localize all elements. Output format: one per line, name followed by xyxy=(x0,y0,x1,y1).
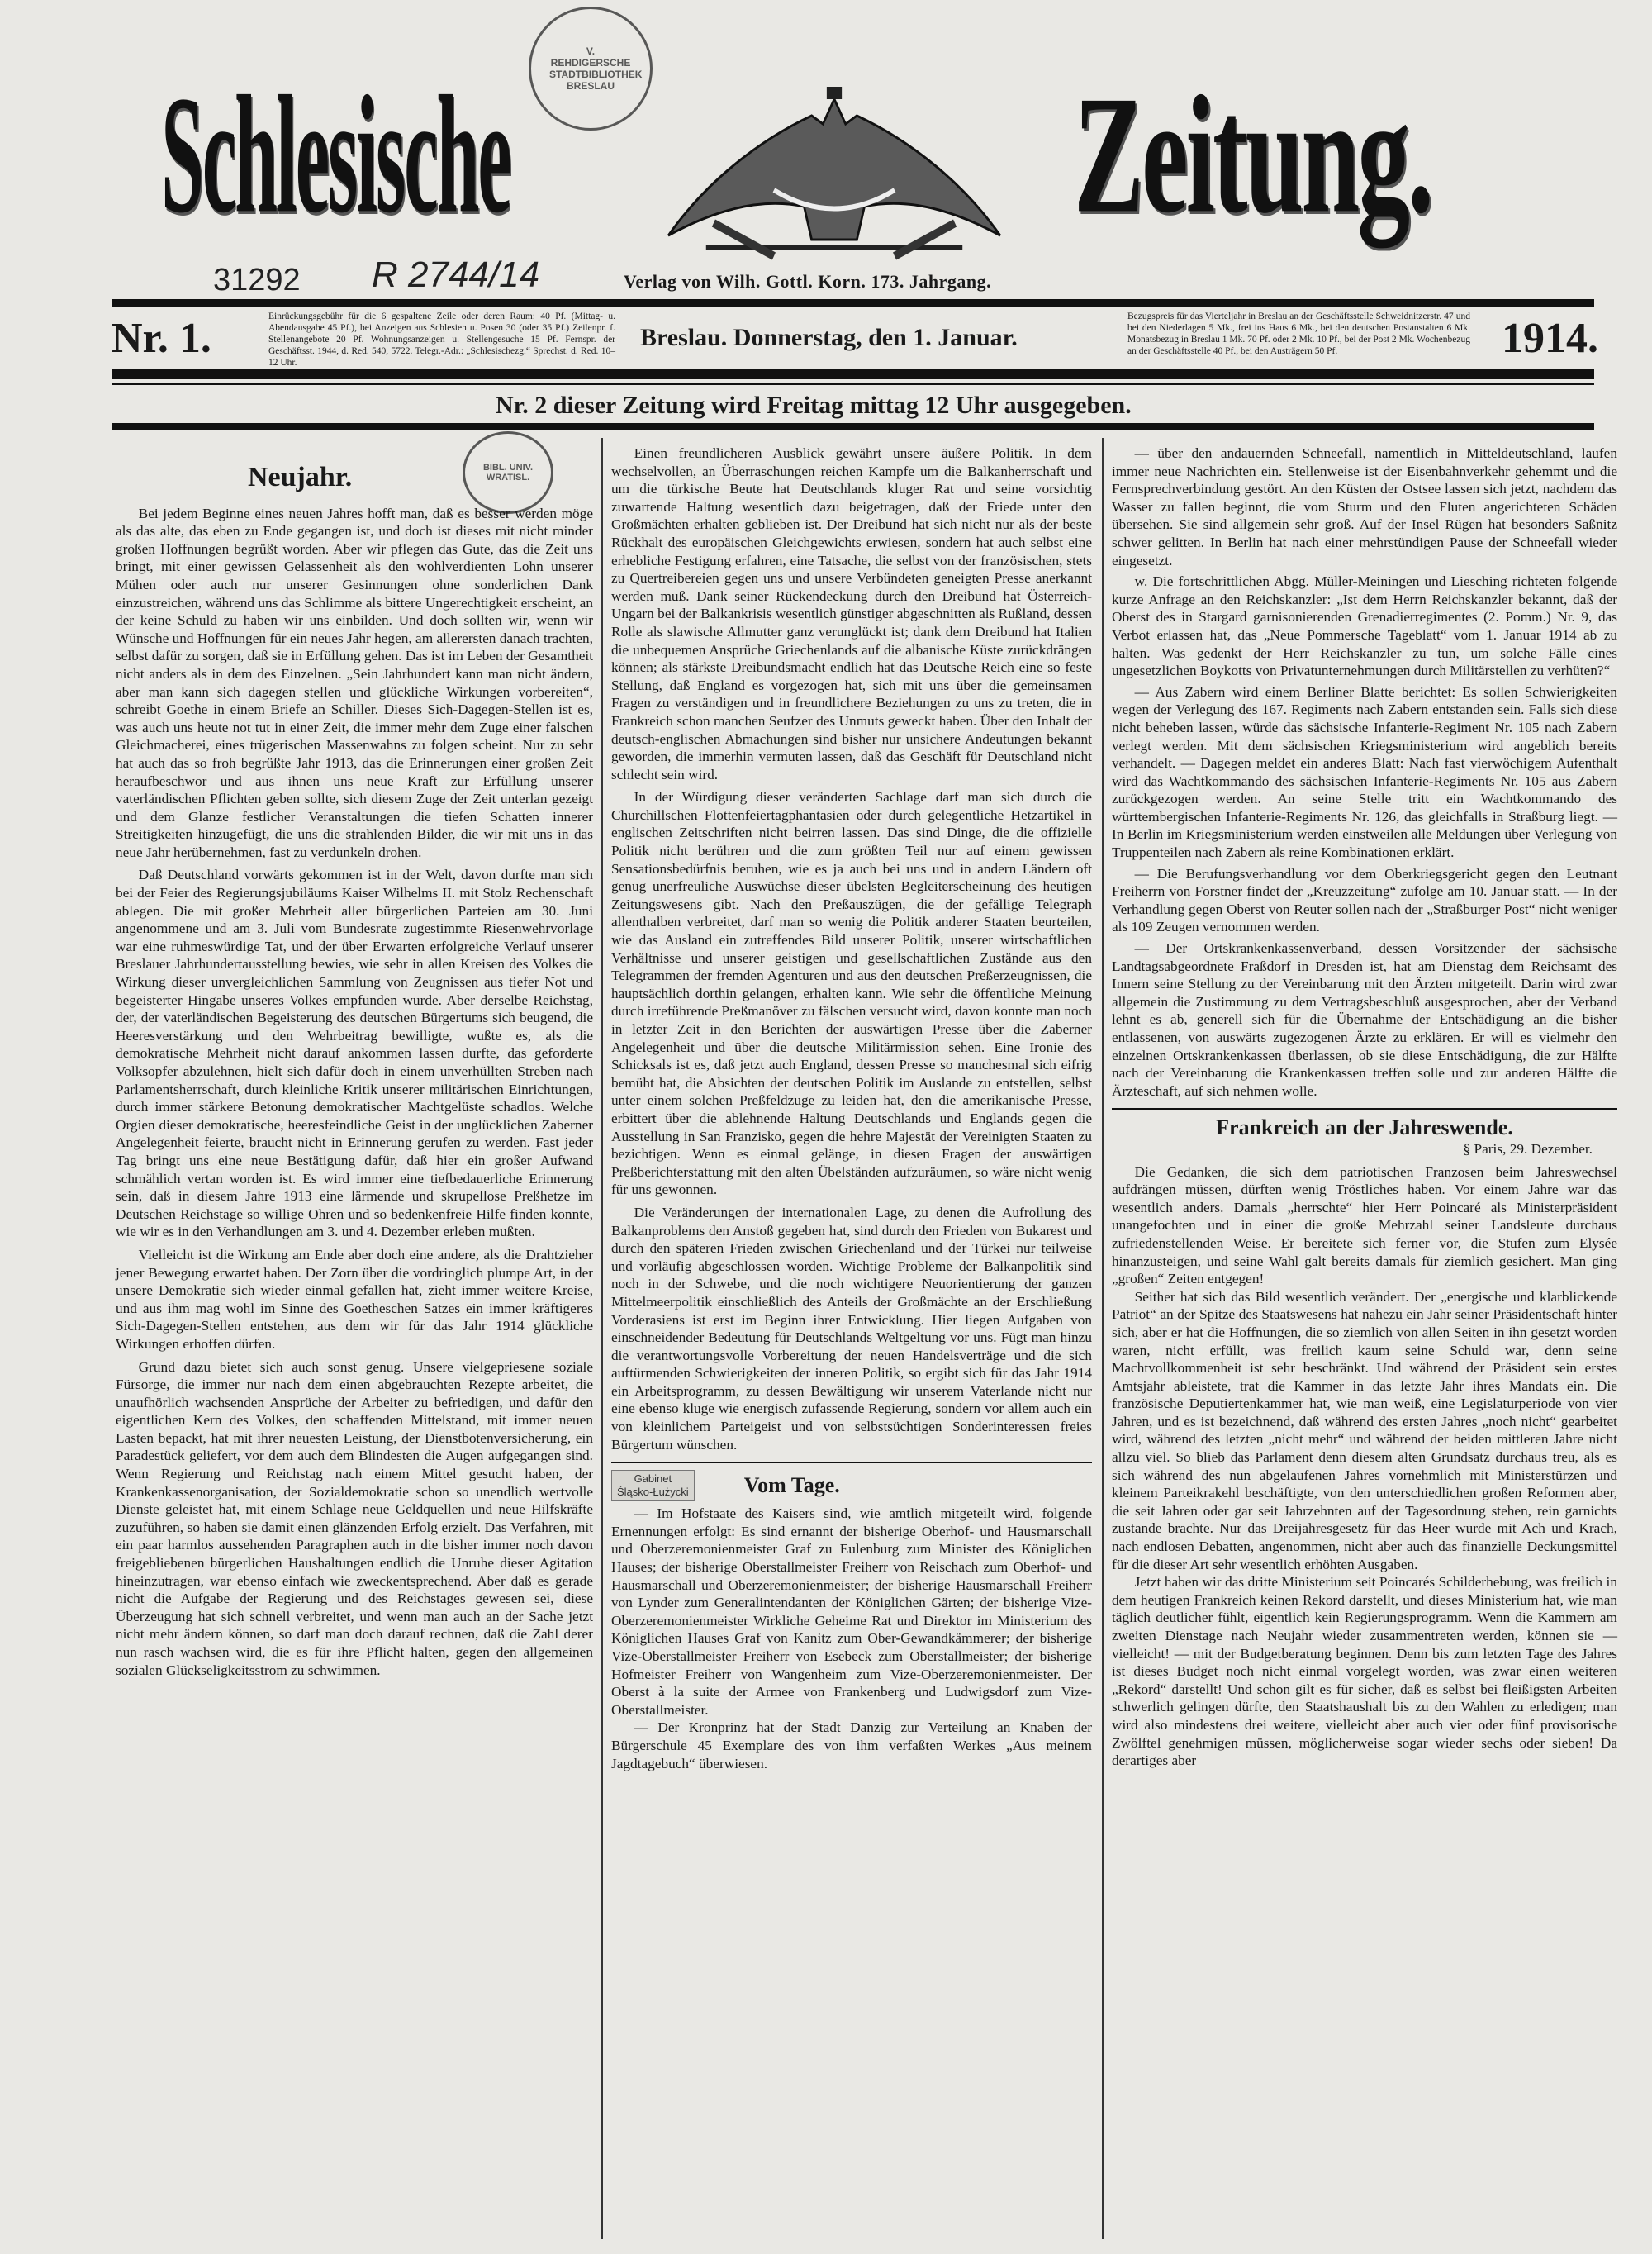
vom-tage-header xyxy=(611,1470,1092,1501)
eagle-emblem-icon xyxy=(661,83,1008,260)
cabinet-label-line1: Gabinet xyxy=(634,1472,672,1486)
issue-year: 1914. xyxy=(1502,315,1598,362)
paragraph: Die Gedanken, die sich dem patriotischen Franzosen beim Jahreswechsel aufdrängen müssen, dürften wenig Tröstliches haben. Vor einem Jahre war das wesentlich anders. Damals „herrschte“ hier Herr Poincaré als Ministerpräsident unangefochten und in einer die große Mehrzahl seiner Landsleute durchaus zufriedenstellenden Weise. Er bereitete sich ferner vor, die Stufen zum Elysée hinanzusteigen, und seine Wahl galt bereits damals für ziemlich gesichert. Man ging „großen“ Zeiten entgegen! xyxy=(1112,1163,1617,1287)
news-item: — Der Kronprinz hat der Stadt Danzig zur Verteilung an Knaben der Bürgerschule 45 Exemplare des von ihm verfaßten Werkes „Aus meinem Jagdtagebuch“ überwiesen. xyxy=(611,1719,1092,1771)
paragraph: Jetzt haben wir das dritte Ministerium seit Poincarés Schilderhebung, was freilich in dem heutigen Frankreich keinen Rekord darstellt, und dieses Ministerium hat, wie man täglich deutlicher fühlt, eigentlich kein Regierungsprogramm. Wenn die Kammern am zweiten Dienstage nach Neujahr wieder zusammentreten werden, können sie — vielleicht! — mit der Budgetberatung beginnen. Denn bis zum letzten Tage des Jahres ist dieses Budget noch nicht einmal vorgelegt worden, was zwar einen weiteren „Rekord“ darstellt! Und schon gilt es für sicher, daß es selbst bei fleißigsten Arbeiten schwerlich gelingen dürfte, den Staatshaushalt bis zu den Wahlen zu erledigen; man wird also mindestens drei weitere, vielleicht aber auch vier oder fünf provisorische Zwölftel genehmigen müssen, möglicherweise sogar wieder sechs oder sieben! Da derartiges aber xyxy=(1112,1574,1617,1769)
library-stamp-text: V. REHDIGERSCHE STADTBIBLIOTHEK BRESLAU xyxy=(549,45,643,92)
section-rule xyxy=(1112,1108,1617,1110)
news-item: — Der Ortskrankenkassenverband, dessen Vorsitzender der sächsische Landtagsabgeordnete Fraßdorf in Dresden ist, hat am Dienstag dem Reichsamt des Innern seine Stellung zu der Vereinbarung mit den Ärzten mitgeteilt. Darin wird zwar allgemein die Zustimmung zu dem Vertragsbeschluß ausgesprochen, aber der Verband lehnt es ab, generell sich für die Übernahme der Entschädigung an die bisher entlassenen, von auswärts zugezogenen Ärzte zu erklären. Er will es vielmehr den einzelnen Ortskrankenkassen überlassen, ob sie diese Entschädigung, die zur Hälfte nach der Vereinbarung die Krankenkassen treffen solle und zur anderen Hälfte die Ärzteschaft, auf sich nehmen wolle. xyxy=(1112,940,1617,1099)
header-double-rule-thin xyxy=(112,383,1594,385)
announcement-rule xyxy=(112,423,1594,430)
paragraph: Grund dazu bietet sich auch sonst genug. Unsere vielgepriesene soziale Fürsorge, die immer nur nach dem einen abgebrauchten Rezepte arbeitet, die unaufhörlich wachsenden Ansprüche der Arbeiter zu befriedigen, und dafür den eigentlichen Kern des Volkes, den schaffenden Mittelstand, mit immer neuen Lasten bepackt, hat mit ihrer neuesten Leistung, der Dienstbotenversicherung, ein Paradestück geliefert, vor dem auch dem Blindesten die Augen aufgegangen sind. Wenn Regierung und Reichstag nach einem Mittel gesucht haben, der Krankenkassenorganisation, der Sozialdemokratie schon so unendlich wertvolle Dienste geleistet hat, mit einem Schlage neue Geldquellen und neue Hilfskräfte zuzuführen, so haben sie damit einen glänzenden Erfolg erzielt. Das Verfahren, mit ein paar harmlos aussehenden Paragraphen auch in die bisher immer noch davon freigebliebenen bürgerlichen Haushaltungen endlich die Unruhe dieser Agitation hineinzutragen, war ebenso einfach wie zweckentsprechend. Aber daß es gerade nicht die Aufgabe der Regierung und des Reichstages gewesen sei, diese Überzeugung hat sich schnell verbreitet, und wenn man auch an der Sache jetzt nicht mehr ändern können, so darf man doch darauf rechnen, daß die Zahl derer nun rasch wachsen wird, die es für ihre Pflicht halten, gegen den allgemeinen sozialen Glückseligkeitsstrom zu schwimmen. xyxy=(116,1358,593,1678)
library-stamp xyxy=(529,7,653,131)
header-rule xyxy=(112,299,1594,307)
column-divider xyxy=(601,438,603,2239)
cabinet-label-line2: Śląsko-Łużycki xyxy=(617,1486,689,1499)
ad-rates: Einrückungsgebühr für die 6 gespaltene Zeile oder deren Raum: 40 Pf. (Mittag- u. Abendausgabe 45 Pf.), bei Anzeigen aus Schlesien u. Posen 30 (oder 35 Pf.) Zeilenpr. f. Stellenangebote 20 Pf. Wohnungsanzeigen u. Stellengesuche 15 Pf. Fernspr. der Geschäftsst. 1944, d. Red. 540, 5722. Telegr.-Adr.: „Schlesischezg.“ Sprechst. d. Red. 10–12 Uhr. xyxy=(268,311,615,368)
article-title-frankreich: Frankreich an der Jahreswende. xyxy=(1216,1115,1513,1140)
masthead-title-right: Zeitung. xyxy=(1074,61,1431,248)
column-divider xyxy=(1102,438,1104,2239)
publisher-line: Verlag von Wilh. Gottl. Korn. 173. Jahrgang. xyxy=(624,271,992,292)
news-item: — Im Hofstaate des Kaisers sind, wie amtlich mitgeteilt wird, folgende Ernennungen erfolgt: Es sind ernannt der bisherige Oberhof- und Hausmarschall und Oberzeremonienmeister Graf zu Eulenburg zum Minister des Königlichen Hauses; der bisherige Oberstallmeister Freiherr von Reischach zum Oberhof- und Hausmarschall und Oberzeremonienmeister; der bisherige Hausmarschall Freiherr von Lynder zum Generalintendanten der Königlichen Gärten; der bisherige Vize-Oberzeremonienmeister Wirkliche Geheime Rat und Direktor im Ministerium des Königlichen Hauses Graf von Kanitz zum Ober-Gewandkämmerer; der bisherige Vize-Oberstallmeister Freiherr von Esebeck zum Oberstallmeister; der bisherige Hofmeister Freiherr von Wangenheim zum Vize-Oberzeremonienmeister. Der Oberst à la suite der Armee von Frankenberg und Ludwigsdorf zum Vize-Oberstallmeister. xyxy=(611,1505,1092,1718)
section-rule xyxy=(611,1462,1092,1463)
issue-number: Nr. 1. xyxy=(112,315,211,362)
university-stamp-text: BIBL. UNIV. WRATISL. xyxy=(482,463,534,483)
paragraph: Die Veränderungen der internationalen Lage, zu denen die Aufrollung des Balkanproblems den Anstoß gegeben hat, sind durch den Frieden von Bukarest und durch den späteren Frieden zwischen Griechenland und der Türkei nur teilweise und vorläufig abgeschlossen worden. Wichtige Probleme der Balkanpolitik sind noch in der Schwebe, und die noch wichtigere Neuorientierung der ganzen Mittelmeerpolitik einschließlich des Anteils der Großmächte an der Erschließung Vorderasiens ist erst im Beginn ihrer Entwicklung. Hier liegen Aufgaben von einschneidender Bedeutung für Deutschlands Weltgeltung vor uns. Fügt man hinzu die verantwortungsvolle Vorbereitung der neuen Handelsverträge und die sich auftürmenden Schwierigkeiten der inneren Politik, so ergibt sich für das Jahr 1914 ein Arbeitsprogramm, zu dessen Bewältigung wir unserem Vaterlande nicht nur eine ebenso kluge wie energisch zufassende Regierung, sondern vor allem auch ein von kleinlichem Parteigeist und von selbstsüchtigen Sonderinteressen freies Bürgertum wünschen. xyxy=(611,1204,1092,1453)
header-double-rule xyxy=(112,369,1594,379)
column-neujahr xyxy=(116,450,593,1679)
handwritten-number: 31292 xyxy=(213,263,301,297)
news-item: — Aus Zabern wird einem Berliner Blatte berichtet: Es sollen Schwierigkeiten wegen der Verlegung des 167. Regiments nach Zabern entstanden sein. Falls sich diese nicht beheben lassen, würde das sächsische Infanterie-Regiment Nr. 105 nach Zabern verlegt werden. Mit dem sächsischen Kriegsministerium wird angeblich bereits verhandelt. — Dagegen meldet ein anderes Blatt: Nach fast vierwöchigem Aufenthalt wird das Wachtkommando des sächsischen Infanterie-Regiments Nr. 105 aus Zabern zurückgezogen werden. An seine Stelle tritt ein Wachtkommando des württembergischen Infanterie-Regiments Nr. 126, das gleichfalls in Straßburg liegt. — In Berlin im Kriegsministerium werden einstweilen alle Meldungen über Verlegung von Truppenteilen nach Zabern als reine Kombinationen erklärt. xyxy=(1112,683,1617,861)
column-news xyxy=(1112,445,1617,1770)
news-item: — über den andauernden Schneefall, namentlich in Mitteldeutschland, laufen immer neue Nachrichten ein. Stellenweise ist der Eisenbahnverkehr gehemmt und die Fernsprechverbindung gestört. An den Küsten der Ostsee lassen sich jetzt, nachdem das Wasser zu fallen beginnt, die vom Sturm und den Fluten angerichteten Schäden übersehen. Sie sind allgemein sehr groß. Auf der Insel Rügen hat besonders Saßnitz schwer gelitten. In Berlin hat nach einer mehrstündigen Pause der Schneefall wieder eingesetzt. xyxy=(1112,445,1617,568)
news-item: — Die Berufungsverhandlung vor dem Oberkriegsgericht gegen den Leutnant Freiherrn von Forstner findet der „Kreuzzeitung“ zufolge am 10. Januar statt. — In der Verhandlung gegen Oberst von Reuter sollen nach der „Straßburger Post“ nicht weniger als 109 Zeugen vernommen werden. xyxy=(1112,865,1617,935)
section-title-vom-tage: Vom Tage. xyxy=(743,1473,840,1498)
masthead-title-left: Schlesische xyxy=(161,61,510,248)
article-title-neujahr: Neujahr. xyxy=(248,462,353,492)
column-neujahr-continued xyxy=(611,445,1092,1772)
paragraph: Vielleicht ist die Wirkung am Ende aber doch eine andere, als die Drahtzieher jener Bewegung erwartet haben. Der Zorn über die vordringlich plumpe Art, in der unsere Demokratie sich wieder einmal gefallen hat, zieht immer weitere Kreise, und aus ihm mag wohl im Sinne des Goetheschen Satzes ein immer kräftigeres Sich-Dagegen-Stellen entstehen, aus dem wir für das Jahr 1914 glückliche Wirkungen erhoffen dürfen. xyxy=(116,1246,593,1352)
news-item: w. Die fortschrittlichen Abgg. Müller-Meiningen und Liesching richteten folgende kurze Anfrage an den Reichskanzler: „Ist dem Herrn Reichskanzler bekannt, daß der Oberst des in Stargard garnisonierenden Grenadierregimentes (2. Pomm.) Nr. 9, das Verbot erlassen hat, das „Neue Pommersche Tageblatt“ vom 1. Januar 1914 ab zu halten. Was gedenkt der Herr Reichskanzler zu tun, um solche Fälle eines ungesetzlichen Boykotts von Privatunternehmungen durch Militärstellen zu verhüten?“ xyxy=(1112,573,1617,679)
subscription-prices: Bezugspreis für das Vierteljahr in Breslau an der Geschäftsstelle Schweidnitzerstr. 47 und bei den Niederlagen 5 Mk., frei ins Haus 6 Mk., bei den deutschen Postanstalten 6 Mk. Monatsbezug in Breslau 1 Mk. 70 Pf. oder 2 Mk. 10 Pf., bei der Post 2 Mk. Wochenbezug an der Geschäftsstelle 40 Pf., bei den Austrägern 50 Pf. xyxy=(1127,311,1470,356)
paragraph: Seither hat sich das Bild wesentlich verändert. Der „energische und klarblickende Patriot“ an der Spitze des Staatswesens hat nahezu ein Jahr seiner Präsidentschaft hinter sich, aber er hat die Hoffnungen, die so ziemlich von allen Seiten in ihn gesetzt worden waren, nicht erfüllt, was freilich kaum seine Schuld war, denn seine Machtvollkommenheit ist sehr beschränkt. Und während der Präsident sein erstes Amtsjahr ableistete, trat die Kammer in das letzte Jahr ihres Mandats ein. Die französische Deputiertenkammer hat, wie man weiß, eine Legislaturperiode von vier Jahren, und es ist bezeichnend, daß während des ersten Jahres „noch nicht“ gearbeitet wird, während des letzten „nicht mehr“ und während der beiden mittleren Jahre nicht allzu viel. So blieb das Parlament denn diesem alten Grundsatz durchaus treu, als es sich während des nun abgelaufenen Jahres vornehmlich mit Ministerstürzen und kleinem Parteikrakehl beschäftigte, von den unterschiedlichen großen Reformen aber, die seit Jahren oder gar seit Jahrzehnten auf der Tagesordnung stehen, rein garnichts zustande brachte. Nur das Dreijahresgesetz für das Heer wurde mit Ach und Krach, nach endlosen Debatten, angenommen, nicht aber auch das finanzielle Deckungsmittel für die dieser Art sehr wesentlich erhöhten Ausgaben. xyxy=(1112,1288,1617,1572)
handwritten-signature: R 2744/14 xyxy=(372,254,540,295)
paragraph: In der Würdigung dieser veränderten Sachlage darf man sich durch die Churchillschen Flottenfeiertagphantasien oder durch gelegentliche Hetzartikel in englischen Zeitschriften nicht beirren lassen. Das sind Dinge, die die offizielle Politik nicht berühren und die zum größten Teil nur auf einem gewissen Sensationsbedürfnis beruhen, wie es ja auch bei uns und in andern Ländern oft genug unerfreuliche Auswüchse dieser übelsten Begleiterscheinung des heutigen Zeitungswesens gibt. Nach den Preßauszügen, die der gefällige Telegraph allenthalben verbreitet, darf man so wenig die Politik anderer Staaten beurteilen, wie das Ausland ein zutreffendes Bild unserer Politik, unserer wirtschaftlichen Verhältnisse und unserer geistigen und gesellschaftlichen Zustände aus den Telegrammen der fremden Agenturen und aus den deutschen Preßerzeugnissen, die hauptsächlich dorthin gelangen, erhalten kann. Wie sehr die öffentliche Meinung durch irreführende Preßmanöver zu fälschen versucht wird, davon konnte man noch in letzter Zeit in den Berichten der auswärtigen Presse über die Zaberner Angelegenheit und über die deutsche Militärmission sehen. Eine Ironie des Schicksals ist es, daß jetzt auch England, dessen Presse so manchesmal sich eifrig bemüht hat, die Absichten der deutschen Politik im Auslande zu entstellen, selbst unter einem solchen Preßfeldzuge zu leiden hat, den die amerikanische Presse, erbittert über die ablehnende Haltung Deutschlands und Englands gegen die Ausstellung in San Franzisko, gegen die hehre Majestät der Vereinigten Staaten zu bezichtigen. Wenn es einmal gelänge, in diesen Fragen der auswärtigen Preßberichterstattung mit den alten Übelständen aufzuräumen, so wäre nicht wenig für uns gewonnen. xyxy=(611,789,1092,1198)
paragraph: Einen freundlicheren Ausblick gewährt unsere äußere Politik. In dem wechselvollen, an Überraschungen reichen Kampfe um die Balkanherrschaft und um die türkische Beute hat Deutschlands kluger Rat und seine vorsichtig zuwartende Haltung wesentlich dazu beigetragen, daß der Friede unter den Großmächten erhalten geblieben ist. Der Dreibund hat sich nicht nur als der beste Rückhalt des europäischen Gleichgewichts erwiesen, sondern hat auch selbst eine erhebliche Festigung erfahren, eine Tatsache, die selbst von der französischen, stets zu Quertreibereien gegen uns und unsere Verbündeten geneigten Presse anerkannt werden muß. Dank seiner Rückendeckung durch den Dreibund hat Österreich-Ungarn bei der Balkankrisis wesentlich günstiger abgeschnitten als Rußland, dessen Rolle als slawische Allmutter ganz verunglückt ist; dank dem Dreibund hat Italien die unbequemen Ansprüche Griechenlands auf die albanische Küste zurückdrängen können; als stärkste Dreibundsmacht endlich hat das Deutsche Reich eine so feste Stellung, daß England es vorgezogen hat, sich mit uns über die gemeinsamen Fragen zu verständigen und in freundlichere Beziehungen zu uns zu treten, die in Frankreich schon manchen Seufzer des Unmuts geweckt haben. Über den Inhalt der deutsch-englischen Abmachungen sind bisher nur unsichere Andeutungen bekannt geworden, die immerhin vermuten lassen, daß das Geschäft für Deutschland nicht schlecht sein wird. xyxy=(611,445,1092,782)
paragraph: Daß Deutschland vorwärts gekommen ist in der Welt, davon durfte man sich bei der Feier des Regierungsjubiläums Kaiser Wilhelms II. mit Stolz Rechenschaft ablegen. Die mit großer Mehrheit aller bürgerlichen Parteien am 30. Juni angenommene und am 3. Juli vom Bundesrate zugestimmte Riesenwehrvorlage war eine ruhmeswürdige Tat, und der über Erwarten erfolgreiche Verlauf unserer Breslauer Jahrhundertausstellung bewies, wie sehr in allen Kreisen des Volkes die Wirkung dieser unvergleichlichen Sammlung von Zeugnissen aus tiefer Not und begeisterter Hingabe unseres Volkes empfunden wurde. Aber derselbe Reichstag, der, der vaterländischen Begeisterung des deutschen Bürgertums sich beugend, die Heeresverstärkung und den Wehrbeitrag bewilligte, wußte es, als die demokratische Mehrheit nicht darauf ankommen lassen durfte, das geforderte Volksopfer abzulehnen, hielt sich dafür doch in einem unverhüllten Streben nach Parlamentsherrschaft, durch kleinliche Kritik unserer militärischen Einrichtungen, durch immer stärkere Betonung demokratischer Machtgelüste schadlos. Welche Orgien dieser demokratische, heeresfeindliche Geist in der unglücklichen Zaberner Angelegenheit feierte, braucht nicht in Erinnerung gerufen zu werden. Fast jeder Tag bringt uns eine neue Bestätigung dafür, daß hier ein großer Aufwand schmählich vertan worden ist. Es wird immer eine tiefbedauerliche Erinnerung sein, daß in diesem Jahre 1913 eine lärmende und skrupellose Preßhetze im Deutschen Reichstage so willige Ohren und so bedenkenfreie Hilfe finden konnte, wie wir es in den Verhandlungen am 3. und 4. Dezember erleben mußten. xyxy=(116,867,593,1240)
place-date: Breslau. Donnerstag, den 1. Januar. xyxy=(640,324,1018,351)
cabinet-label xyxy=(611,1470,695,1501)
paragraph: Bei jedem Beginne eines neuen Jahres hofft man, daß es besser werden möge als das alte, das eben zu Ende gegangen ist, und doch ist dieses mit nicht minder großen Hoffnungen begrüßt worden. Aber wir pflegen das Gute, das die Zeit uns bringt, mit einer gewissen Gelassenheit als den wohlverdienten Lohn unserer Mühen oder auch nur unserer Gesinnungen ohne sonderlichen Dank einzustreichen, während uns das Schlimme als bittere Ungerechtigkeit erscheint, an der keine Schuld zu haben wir uns einbilden. Und doch sollten wir, wenn wir Wünsche und Hoffnungen für ein neues Jahr hegen, am allerersten danach trachten, selbst dafür zu sorgen, daß sie in Erfüllung gehen. Das ist im Leben der Gesamtheit nicht anders als in dem des Einzelnen. „Sein Jahrhundert kann man nicht ändern, aber man kann sich dagegen stellen und glückliche Wirkungen vorbereiten“, schreibt Goethe in einem Briefe an Schiller. Dieses Sich-Dagegen-Stellen ist es, was auch uns heute not tut in einer Zeit, die immer mehr dem Zuge einer falschen Gleichmacherei, eines trügerischen Massenwahns zu folgen scheint. Nur zu sehr hat auch das so froh begrüßte Jahr 1913, das die Erinnerungen einer großen Zeit heraufbeschwor und aus ihnen uns neue Kraft zur Erfüllung unserer vaterländischen Pflichten geben sollte, sich diesem Zuge der Zeit unterlan gezeigt und dem Glanze festlicher Veranstaltungen die tiefen Schatten innerer Streitigkeiten hinzugefügt, die uns die strahlenden Bilder, die wir mit uns in das neue Jahr herübernehmen, fast zu verdunkeln drohen. xyxy=(116,505,593,860)
next-issue-announcement: Nr. 2 dieser Zeitung wird Freitag mittag 12 Uhr ausgegeben. xyxy=(496,392,1132,419)
dateline: § Paris, 29. Dezember. xyxy=(1463,1140,1593,1157)
